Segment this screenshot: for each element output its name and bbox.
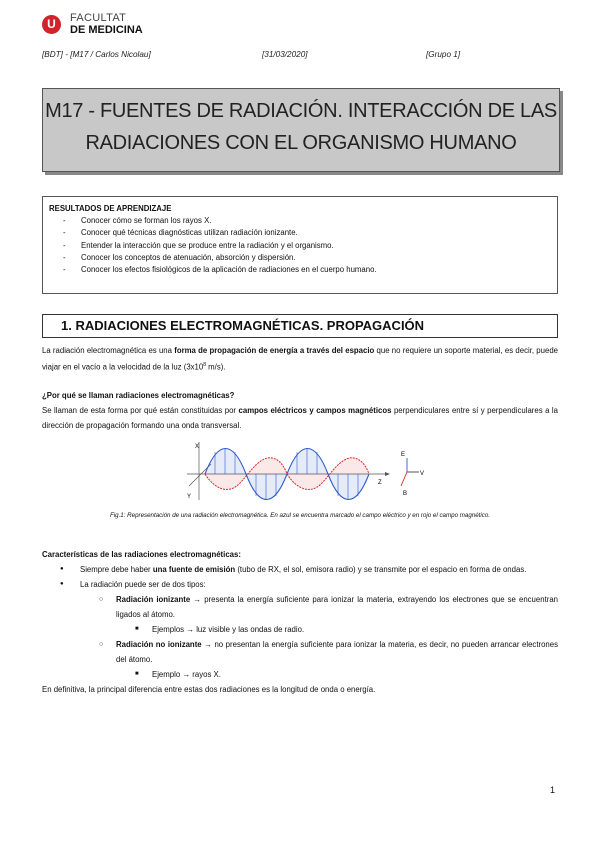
non-ionizing-example: ■ Ejemplo → rayos X. (42, 667, 558, 682)
list-item: - Conocer qué técnicas diagnósticas utilizan radiación ionizante. (49, 227, 549, 239)
learning-outcomes-heading: RESULTADOS DE APRENDIZAJE (49, 204, 172, 213)
non-ionizing-label: Radiación no ionizante (116, 640, 202, 649)
list-item: - Conocer los conceptos de atenuación, absorción y dispersión. (49, 252, 549, 264)
intro-paragraph (42, 343, 558, 375)
axis-z-label: Z (378, 480, 382, 486)
learning-outcomes-box (42, 196, 558, 294)
list-item: - Conocer los efectos fisiológicos de la aplicación de radiaciones en el cuerpo humano. (49, 264, 549, 276)
intro-text-d: m/s). (206, 362, 226, 372)
faculty-logo (42, 12, 143, 36)
bullet-radiation-types: ● La radiación puede ser de dos tipos: (42, 577, 558, 592)
b-vector-label: B (403, 491, 408, 497)
university-logo-icon: U (42, 15, 61, 34)
characteristics-heading: Características de las radiaciones electromagnéticas: (42, 550, 241, 559)
list-item: - Entender la interacción que se produce entre la radiación y el organismo. (49, 240, 549, 252)
why-text-bold: campos eléctricos y campos magnéticos (238, 406, 392, 415)
why-heading-text: ¿Por qué se llaman radiaciones electromagnéticas? (42, 391, 235, 400)
why-text-a: Se llaman de esta forma por qué están constituidas por (42, 406, 239, 415)
b-vector (401, 472, 407, 486)
intro-text-a: La radiación electromagnética es una (42, 346, 175, 355)
e-vector-label: E (401, 452, 406, 458)
why-paragraph (42, 403, 558, 433)
intro-text-c: que no requiere un soporte material, es decir, puede viajar en el vacío a la velocidad de la luz (3x10 (42, 346, 558, 372)
section-heading-box (42, 314, 558, 338)
intro-text-bold: forma de propagación de energía a través del espacio (174, 346, 375, 355)
section-title: 1. RADIACIONES ELECTROMAGNÉTICAS. PROPAGACIÓN (61, 318, 425, 333)
why-text-c: perpendiculares entre sí y perpendiculares a la dirección de propagación formando una onda transversal. (42, 406, 558, 430)
title-line-1: M17 - FUENTES DE RADIACIÓN. INTERACCIÓN DE LAS (45, 100, 557, 122)
bullet-text-c: (tubo de RX, el sol, emisora radio) y se transmite por el espacio en forma de ondas. (235, 565, 527, 574)
em-wave-figure (185, 438, 425, 506)
header-date: [31/03/2020] (262, 50, 308, 59)
v-vector-label: V (420, 471, 425, 477)
ionizing-text: → presenta la energía suficiente para ionizar la materia, extrayendo los electrones que se encuentran ligados al átomo. (116, 595, 559, 619)
ionizing-example: ■ Ejemplos → luz visible y las ondas de radio. (42, 622, 558, 637)
learning-outcomes-list (49, 215, 549, 276)
logo-line-1: FACULTAT (70, 12, 127, 24)
axis-y-label: Y (187, 494, 192, 500)
characteristics-section (42, 547, 558, 697)
header-group: [Grupo 1] (426, 50, 461, 59)
intro-exponent: 8 (203, 362, 207, 368)
logo-line-2: DE MEDICINA (70, 24, 143, 36)
page-number: 1 (550, 785, 556, 795)
non-ionizing-text: → no presentan la energía suficiente para ionizar la materia, es decir, no pueden arrancar electrones del átomo. (116, 640, 558, 664)
axis-x-label: X (195, 444, 200, 450)
why-heading (42, 388, 558, 403)
bullet-text-a: Siempre debe haber (80, 565, 153, 574)
ionizing-label: Radiación ionizante (116, 595, 191, 604)
z-axis-arrow-icon (385, 472, 390, 476)
conclusion-paragraph: En definitiva, la principal diferencia entre estas dos radiaciones es la longitud de onda o energía. (42, 685, 376, 694)
subbullet-non-ionizing (42, 637, 558, 667)
header-course: [BDT] - [M17 / Carlos Nicolau] (42, 50, 151, 59)
list-item: - Conocer cómo se forman los rayos X. (49, 215, 549, 227)
bullet-emission-source (42, 562, 558, 577)
document-title (42, 88, 560, 172)
bullet-text-bold: una fuente de emisión (152, 565, 236, 574)
subbullet-ionizing (42, 592, 558, 622)
logo-text (70, 12, 143, 36)
title-line-2: RADIACIONES CON EL ORGANISMO HUMANO (85, 132, 517, 154)
figure-caption: Fig.1: Representación de una radiación electromagnética. En azul se encuentra marcado el campo eléctrico y en rojo el campo magnético. (109, 512, 491, 519)
